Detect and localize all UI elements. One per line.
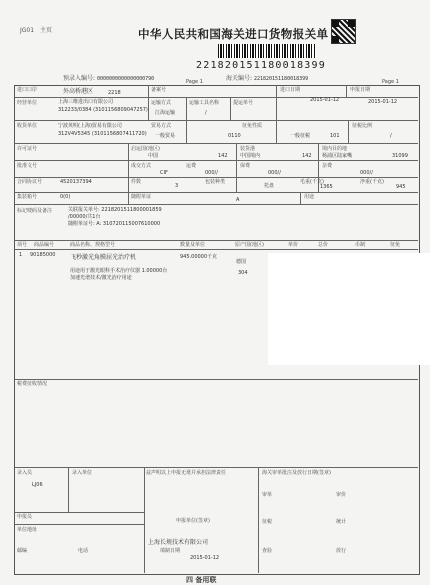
goods-currency-header: 币制 [355, 242, 366, 248]
form-code [20, 25, 52, 34]
vrule-c [230, 97, 231, 120]
contract-value: 4520137394 [60, 179, 92, 185]
license-label: 许可证号 [17, 146, 38, 152]
bl-label: 提运单号 [233, 100, 254, 106]
trade-code: 0110 [228, 133, 241, 139]
page-left: Page 1 [186, 79, 203, 85]
freight-label: 运费 [186, 163, 197, 169]
settle-value: / [390, 133, 392, 139]
rule-9 [14, 249, 418, 250]
import-date-label: 进口日期 [280, 87, 301, 93]
vrule-n [68, 467, 69, 512]
goods-name: 飞秒激光角膜屈光治疗机 [70, 254, 137, 261]
rule-4 [14, 160, 418, 161]
docs-value: A [236, 197, 240, 203]
freight-value: 000// [205, 170, 218, 176]
pre-entry-value: 0000000000000000790 [96, 76, 155, 82]
loading-port-label: 装货港 [240, 146, 256, 152]
vrule-h [236, 143, 237, 192]
entry-unit-label: 录入单位 [72, 470, 93, 476]
vrule-e [346, 85, 347, 97]
vrule-a [148, 85, 149, 120]
entry-clerk-label: 录入员 [17, 470, 33, 476]
page-title: 中华人民共和国海关进口货物报关单 [138, 27, 329, 41]
goods-no: 1 [19, 252, 23, 258]
entry-clerk-value: LJ06 [32, 482, 43, 488]
docs-label: 随附单证 [131, 194, 152, 200]
loading-port-code: 142 [302, 153, 312, 159]
remarks-line2: /00000/共1台 [68, 214, 101, 220]
deal-value: CIF [160, 170, 168, 176]
examine-label: 海关审单批注及放行日期(签章) [262, 470, 331, 476]
declarant-name: 上海长规技术有限公司 [148, 539, 209, 546]
review-label: 审单 [262, 492, 273, 498]
goods-qty-header: 数量及单位 [180, 242, 206, 248]
loading-port-value: 中国境内 [240, 153, 261, 159]
premium-label: 保费 [240, 163, 251, 169]
barcode-icon [218, 44, 316, 58]
port-value: 外高桥港区 [63, 88, 94, 95]
dest-code: 31099 [392, 153, 408, 159]
postcode-label: 邮编 [17, 548, 28, 554]
qr-code-icon [331, 19, 356, 44]
port-code: 2218 [108, 90, 121, 96]
pieces-label: 件数 [131, 179, 142, 185]
goods-desc1: 用途用于激光眼科手术治疗仪器 1.00000台 [70, 268, 168, 274]
consignee-name: 上海三维进出口有限公司 [58, 99, 114, 105]
rule-13 [14, 524, 144, 525]
user-label: 收货单位 [17, 123, 38, 129]
remarks-line3: 随附单证号: A: 310720115007610000 [68, 221, 161, 227]
port-label: 进口口岸 [17, 87, 38, 93]
remarks-label: 标记唛码及备注 [17, 208, 53, 214]
rule-1 [14, 97, 418, 98]
container-value: 0(0) [60, 194, 71, 200]
rule-12 [14, 512, 144, 513]
consignee-label: 经营单位 [17, 100, 38, 106]
transport-value: 江海运输 [155, 110, 176, 116]
pieces-value: 3 [175, 183, 179, 189]
dest-value: 杨浦区陆家嘴 [322, 153, 353, 159]
dest-label: 境内目的地 [322, 146, 348, 152]
rule-6 [14, 192, 418, 193]
form-code-text: JG01 [20, 27, 35, 34]
stats-label: 统计 [336, 519, 347, 525]
goods-origin-header: 原产国(地区) [235, 242, 264, 248]
rule-7 [14, 204, 418, 205]
goods-name-header: 商品名称、规格型号 [70, 242, 116, 248]
settle-label: 征税比例 [352, 123, 373, 129]
release-label: 放行 [336, 548, 347, 554]
remarks-line1: 关联报关单号: 2218201511800001859 [68, 207, 162, 213]
levy-code: 101 [330, 133, 340, 139]
pre-entry-number [63, 75, 154, 83]
approval-label: 批准文号 [17, 163, 38, 169]
customs-number-value: 221820151180018399 [253, 76, 309, 82]
trade-value: 一般贸易 [155, 133, 176, 139]
net-value: 945 [396, 184, 406, 190]
origin-country-label: 启运国(地区) [131, 146, 160, 152]
rule-3 [14, 143, 418, 144]
rule-10 [14, 379, 418, 380]
phone-label: 电话 [78, 548, 89, 554]
goods-desc2: 加速光谱技术/激光治疗用途 [70, 275, 132, 281]
pre-entry-label: 预录入编号: [63, 75, 96, 82]
page-word: 主页 [39, 27, 52, 34]
levy-label: 征免性质 [242, 123, 263, 129]
consignee-code: 312233/0384 (3101156809047257) [58, 107, 148, 113]
declaration-text: 兹声明以上申报无讹并承担法律责任 [146, 470, 227, 476]
vrule-k [300, 192, 301, 204]
goods-qty2: 304 [238, 270, 248, 276]
vrule-d [276, 85, 277, 143]
vrule-l [144, 467, 145, 573]
packing-label: 包装种类 [205, 179, 226, 185]
customs-number [226, 75, 308, 83]
fill-date-label: 填制日期 [160, 548, 181, 554]
deal-label: 成交方式 [131, 163, 152, 169]
vrule-f [348, 120, 349, 143]
declarant-unit-label: 申报员 [17, 514, 33, 520]
import-date-value: 2015-01-12 [310, 97, 340, 103]
vessel-label: 运输工具名称 [189, 100, 220, 106]
contract-label: 合同协议号 [17, 179, 43, 185]
levy-value: 一般征税 [290, 133, 311, 139]
vessel-value: / [205, 110, 207, 116]
trade-label: 贸易方式 [151, 123, 172, 129]
gross-label: 毛重(千克) [300, 179, 324, 185]
rule-11 [14, 467, 418, 468]
goods-code-header: 商品编号 [34, 242, 55, 248]
declare-date-label: 申报日期 [350, 87, 371, 93]
goods-qty: 945.00000千克 [180, 254, 218, 260]
page-right: Page 1 [382, 79, 399, 85]
declare-date-value: 2015-01-12 [368, 99, 398, 105]
redacted-area [268, 253, 430, 365]
vrule-j [128, 192, 129, 204]
vrule-g [128, 143, 129, 192]
rule-5 [14, 177, 418, 178]
rule-2 [14, 120, 418, 121]
net-label: 净重(千克) [360, 179, 384, 185]
vrule-b [186, 97, 187, 143]
origin-country-value: 中国 [148, 153, 159, 159]
goods-no-header: 项号 [17, 242, 28, 248]
barcode-number: 221820151180018399 [196, 60, 326, 71]
tax-field-label: 征税 [262, 519, 273, 525]
gross-value: 1365 [320, 184, 333, 190]
tax-label: 税费征收情况 [17, 381, 48, 387]
use-label: 用途 [304, 194, 315, 200]
declarant-label: 申报单位(签章) [176, 518, 210, 524]
inspect-label: 查验 [262, 548, 273, 554]
user-name: 宁波英明(上海)贸易有限公司 [58, 123, 122, 129]
record-label: 备案号 [151, 87, 167, 93]
goods-unit-price-header: 单价 [288, 242, 299, 248]
fill-date-value: 2015-01-12 [190, 555, 220, 561]
transport-label: 运输方式 [151, 100, 172, 106]
origin-country-code: 142 [218, 153, 228, 159]
copy-label: 四 备用联 [186, 576, 217, 584]
packing-value: 托盘 [264, 183, 275, 189]
customs-number-label: 海关编号: [226, 75, 253, 82]
approve-label: 审价 [336, 492, 347, 498]
vrule-m [258, 467, 259, 573]
misc-label: 杂费 [322, 163, 333, 169]
user-code: 312V4V5345 (3101156807411720) [58, 131, 147, 137]
goods-total-price-header: 总价 [318, 242, 329, 248]
premium-value: 000// [268, 170, 281, 176]
goods-origin: 德国 [236, 259, 247, 265]
goods-code: 90185000 [30, 252, 56, 258]
unit-address-label: 单位地址 [17, 527, 38, 533]
goods-exemption-header: 征免 [390, 242, 401, 248]
misc-value: 000// [360, 170, 373, 176]
container-label: 集装箱号 [17, 194, 38, 200]
rule-8 [14, 240, 418, 241]
